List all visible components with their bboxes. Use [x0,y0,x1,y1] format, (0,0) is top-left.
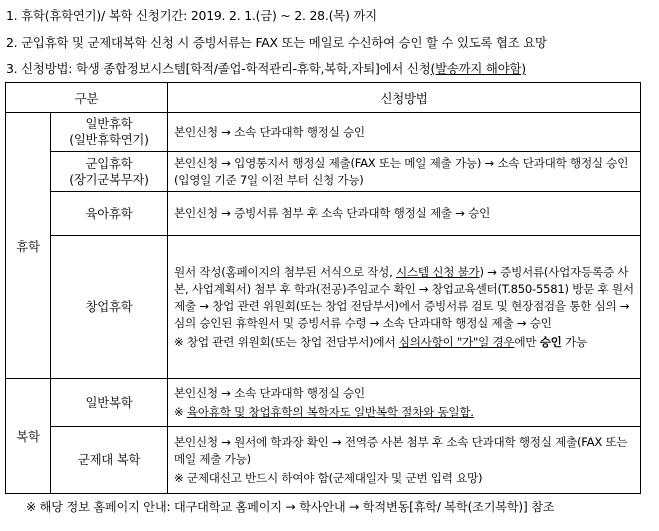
application-table [5,82,641,494]
table-row [6,152,641,192]
category-leave: 휴학 [6,113,51,379]
subcategory-startup-leave: 창업휴학 [51,236,168,379]
startup-method-part: 원서 작성(홈페이지의 첨부된 서식으로 작성, [174,264,396,279]
sub-label: 군입휴학 [85,155,133,171]
header-category: 구분 [6,83,168,113]
table-row [6,236,641,379]
general-return-note [174,402,636,421]
table-row [6,113,641,152]
method-startup-leave [168,236,641,379]
subcategory-general-return: 일반복학 [51,379,168,427]
sub-label-note: (일반휴학연기) [69,132,149,147]
startup-method-text [174,264,636,332]
period-line: 1. 휴학(휴학연기)/ 복학 신청기간: 2019. 2. 1.(금) ~ 2. 28.(목) 까지 [6,8,377,23]
method-underline: (발송까지 해야함) [430,61,526,76]
startup-note-part: ※ 창업 관련 위원회(또는 창업 전담부서)에서 [174,334,399,349]
startup-note [174,332,636,351]
subcategory-military-leave [51,152,168,192]
table-header-row [6,83,641,113]
startup-note-underline: 심의사항이 "가"일 경우 [398,334,515,349]
table-row [6,192,641,236]
method-military-leave: 본인신청 → 입영통지서 행정실 제출(FAX 또는 메일 제출 가능) → 소속 단과대학 행정실 승인(입영일 기준 7일 이전 부터 신청 가능) [168,152,641,192]
discharge-return-method: 본인신청 → 원서에 학과장 확인 → 전역증 사본 첨부 후 소속 단과대학 행정실 제출(FAX 또는 메일 제출 가능) [174,434,628,466]
method-childcare-leave: 본인신청 → 증빙서류 첨부 후 소속 단과대학 행정실 제출 → 승인 [168,192,641,236]
header-method: 신청방법 [168,83,641,113]
startup-note-bold: 승인 [539,334,562,349]
subcategory-general-leave [51,113,168,152]
method-general-return [168,379,641,427]
document-note-line: 2. 군입휴학 및 군제대복학 신청 시 증빙서류는 FAX 또는 메일로 수신하여 승인 할 수 있도록 협조 요망 [6,35,547,50]
general-return-note-part: ※ [174,404,187,419]
sub-label: 일반휴학 [85,116,133,131]
general-return-method: 본인신청 → 소속 단과대학 행정실 승인 [174,385,365,400]
general-return-note-underline: 육아휴학 및 창업휴학의 복학자도 일반복학 절차와 동일함. [186,404,474,419]
footer-note: ※ 해당 정보 홈페이지 안내: 대구대학교 홈페이지 → 학사안내 → 학적변동[휴학/ 복학(조기복학)] 참조 [26,500,555,514]
method-line [6,59,526,77]
method-discharge-return [168,427,641,494]
subcategory-childcare-leave: 육아휴학 [51,192,168,236]
startup-method-part: ) → 증빙서류(사업자등록증 사본, 사업계획서) 첨부 후 학과(전공)주임교수 확인 → 창업교육센터(T.850-5581) 방문 후 원서 제출 → 창업 관련 위원회(또는 창업 전담부서)에서 증빙서류 검토 및 현장점검을 통한 심의 → 심의 승인된 휴학원서 및 증빙서류 수령 → 소속 단과대학 행정실 제출 → 승인 [174,264,634,330]
startup-note-part: 가능 [561,334,587,349]
discharge-return-note: ※ 군제대신고 반드시 하여야 함(군제대일자 및 군번 입력 요망) [174,470,483,485]
sub-label-note: (장기군복무자) [69,171,149,187]
method-text: 3. 신청방법: 학생 종합정보시스템[학적/졸업-학적관리-휴학,복학,자퇴]에서 신청 [6,61,431,76]
startup-method-underline: 시스템 신청 불가 [395,264,480,279]
startup-note-part: 에만 [514,334,540,349]
method-general-leave: 본인신청 → 소속 단과대학 행정실 승인 [168,113,641,152]
subcategory-discharge-return: 군제대 복학 [51,427,168,494]
table-row [6,427,641,494]
table-row [6,379,641,427]
category-return: 복학 [6,379,51,494]
